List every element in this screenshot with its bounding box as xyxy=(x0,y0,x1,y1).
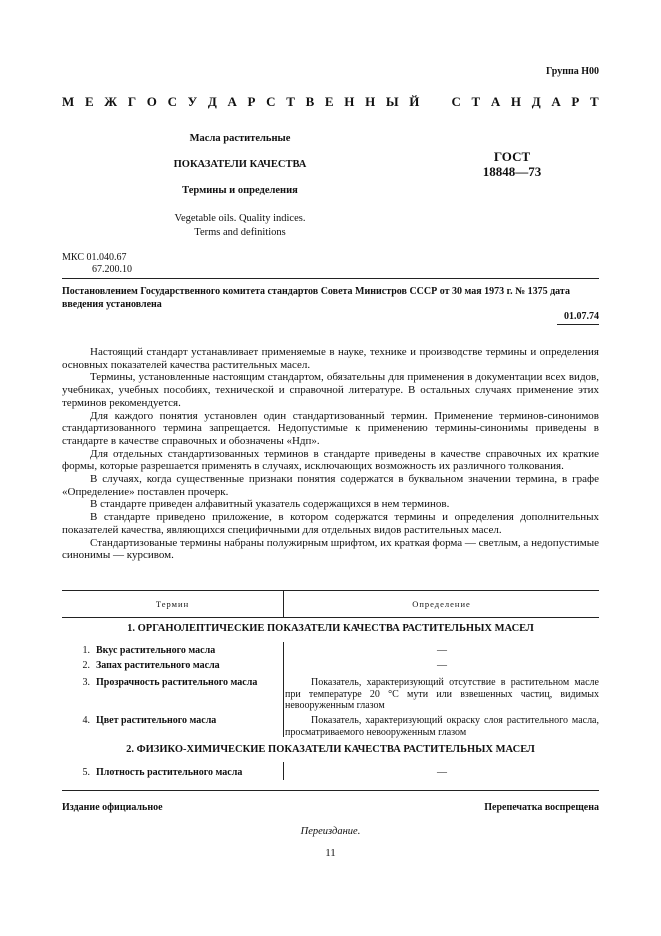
banner-letter: С xyxy=(167,94,177,109)
banner-letter: Д xyxy=(531,94,541,109)
column-header-term: Термин xyxy=(155,599,190,609)
standard-banner xyxy=(62,94,599,110)
banner-letter: Р xyxy=(571,94,580,109)
introduction-date: 01.07.74 xyxy=(564,311,599,322)
official-edition-label: Издание официальное xyxy=(62,802,163,813)
row-term: Запах растительного масла xyxy=(96,660,220,671)
mks-line-2: 67.200.10 xyxy=(92,264,132,275)
definition-text: Показатель, характеризующий отсутствие в растительном масле при температуре 20 °С мути или взвешенных частиц, видимых невооруженным глазом xyxy=(285,677,599,711)
banner-letter: Г xyxy=(127,94,137,109)
row-term: Вкус растительного масла xyxy=(96,645,216,656)
table-header xyxy=(62,590,599,618)
title-line-1: Масла растительные xyxy=(189,133,291,144)
body-text xyxy=(62,346,599,562)
banner-letter: Е xyxy=(324,94,334,109)
footer-divider xyxy=(62,790,599,791)
reissue-label: Переиздание. xyxy=(300,826,361,837)
banner-letter: У xyxy=(187,94,198,109)
english-title-2: Terms and definitions xyxy=(194,227,286,238)
paragraph: Термины, установленные настоящим стандартом, обязательны для применения в документации всех видов, учебниках, учебных пособиях, технической и справочной литературе. В остальных случаях применение этих терминов рекомендуется. xyxy=(62,371,599,409)
banner-letter: Т xyxy=(471,94,481,109)
paragraph: В случаях, когда существенные признаки понятия содержатся в буквальном значении термина, в графе «Определение» поставлен прочерк. xyxy=(62,473,599,498)
banner-letter: А xyxy=(227,94,237,109)
row-number: 1. xyxy=(82,645,90,656)
page-number: 11 xyxy=(325,847,336,859)
gost-number: 18848—73 xyxy=(482,164,542,179)
banner-letter: Й xyxy=(409,94,420,109)
row-number: 4. xyxy=(82,715,90,726)
row-term: Цвет растительного масла xyxy=(96,715,217,726)
banner-letter: Н xyxy=(365,94,376,109)
group-code: Группа Н00 xyxy=(546,66,599,77)
gost-label: ГОСТ xyxy=(493,149,531,164)
banner-letter: М xyxy=(62,94,75,109)
banner-letter: Ы xyxy=(385,94,399,109)
table-column-line xyxy=(283,762,284,780)
header-divider xyxy=(62,278,599,279)
row-number: 5. xyxy=(82,767,90,778)
banner-letter: Е xyxy=(84,94,94,109)
banner-letter: А xyxy=(490,94,501,109)
row-definition: — xyxy=(437,767,447,778)
section-heading-2: 2. ФИЗИКО-ХИМИЧЕСКИЕ ПОКАЗАТЕЛИ КАЧЕСТВА РАСТИТЕЛЬНЫХ МАСЕЛ xyxy=(126,744,535,755)
banner-letter: Р xyxy=(247,94,256,109)
row-number: 3. xyxy=(82,677,90,688)
banner-letter: Т xyxy=(590,94,599,109)
row-definition xyxy=(285,677,599,712)
banner-letter: Ж xyxy=(104,94,118,109)
banner-letter: А xyxy=(551,94,561,109)
mks-codes xyxy=(62,252,132,276)
title-line-3: Термины и определения xyxy=(182,185,298,196)
paragraph: В стандарте приведен алфавитный указатель содержащихся в нем терминов. xyxy=(90,498,450,511)
row-number: 2. xyxy=(82,660,90,671)
paragraph: Для каждого понятия установлен один стандартизованный термин. Применение терминов-синонимов стандартизованного термина запрещается. Недопустимые к применению термины-синонимы приведены в стандарте в качестве справочных и обозначены «Ндп». xyxy=(62,409,599,447)
paragraph: В стандарте приведено приложение, в котором содержатся термины и определения дополнительных показателей качества, являющихся специфичными для отдельных видов растительных масел. xyxy=(62,511,599,536)
section-heading-1: 1. ОРГАНОЛЕПТИЧЕСКИЕ ПОКАЗАТЕЛИ КАЧЕСТВА РАСТИТЕЛЬНЫХ МАСЕЛ xyxy=(127,623,534,634)
column-header-definition: Определение xyxy=(412,599,471,609)
decree-text: Постановлением Государственного комитета стандартов Совета Министров СССР от 30 мая 1973 г. № 1375 дата введения установлена xyxy=(62,286,570,310)
row-definition: — xyxy=(437,660,447,671)
banner-letter: О xyxy=(146,94,157,109)
english-title-1: Vegetable oils. Quality indices. xyxy=(174,213,306,224)
row-term: Прозрачность растительного масла xyxy=(96,677,258,688)
table-column-line xyxy=(283,642,284,737)
row-term: Плотность растительного масла xyxy=(96,767,243,778)
banner-letter: С xyxy=(266,94,276,109)
row-definition: — xyxy=(437,645,447,656)
mks-line-1: МКС 01.040.67 xyxy=(62,252,127,263)
banner-letter: В xyxy=(305,94,315,109)
title-line-2: ПОКАЗАТЕЛИ КАЧЕСТВА xyxy=(173,159,307,170)
banner-letter: Д xyxy=(207,94,217,109)
paragraph: Стандартизованые термины набраны полужирным шрифтом, их краткая форма — светлым, а недопустимые синонимы — курсивом. xyxy=(62,536,599,562)
banner-letter: С xyxy=(451,94,461,109)
paragraph: Настоящий стандарт устанавливает применяемые в науке, технике и производстве термины и определения основных показателей качества растительных масел. xyxy=(62,346,599,371)
row-definition xyxy=(285,715,599,738)
banner-letter: Т xyxy=(286,94,295,109)
definition-text: Показатель, характеризующий окраску слоя растительного масла, просматриваемого невооруженным глазом xyxy=(285,715,599,738)
banner-letter: Н xyxy=(344,94,355,109)
paragraph: Для отдельных стандартизованных терминов в стандарте приведены в качестве справочных их краткие формы, которые разрешается применять в случаях, исключающих возможность их различного толкования. xyxy=(62,447,599,473)
date-underline xyxy=(557,324,599,325)
banner-letter: Н xyxy=(510,94,522,109)
reprint-prohibited-label: Перепечатка воспрещена xyxy=(484,802,599,813)
